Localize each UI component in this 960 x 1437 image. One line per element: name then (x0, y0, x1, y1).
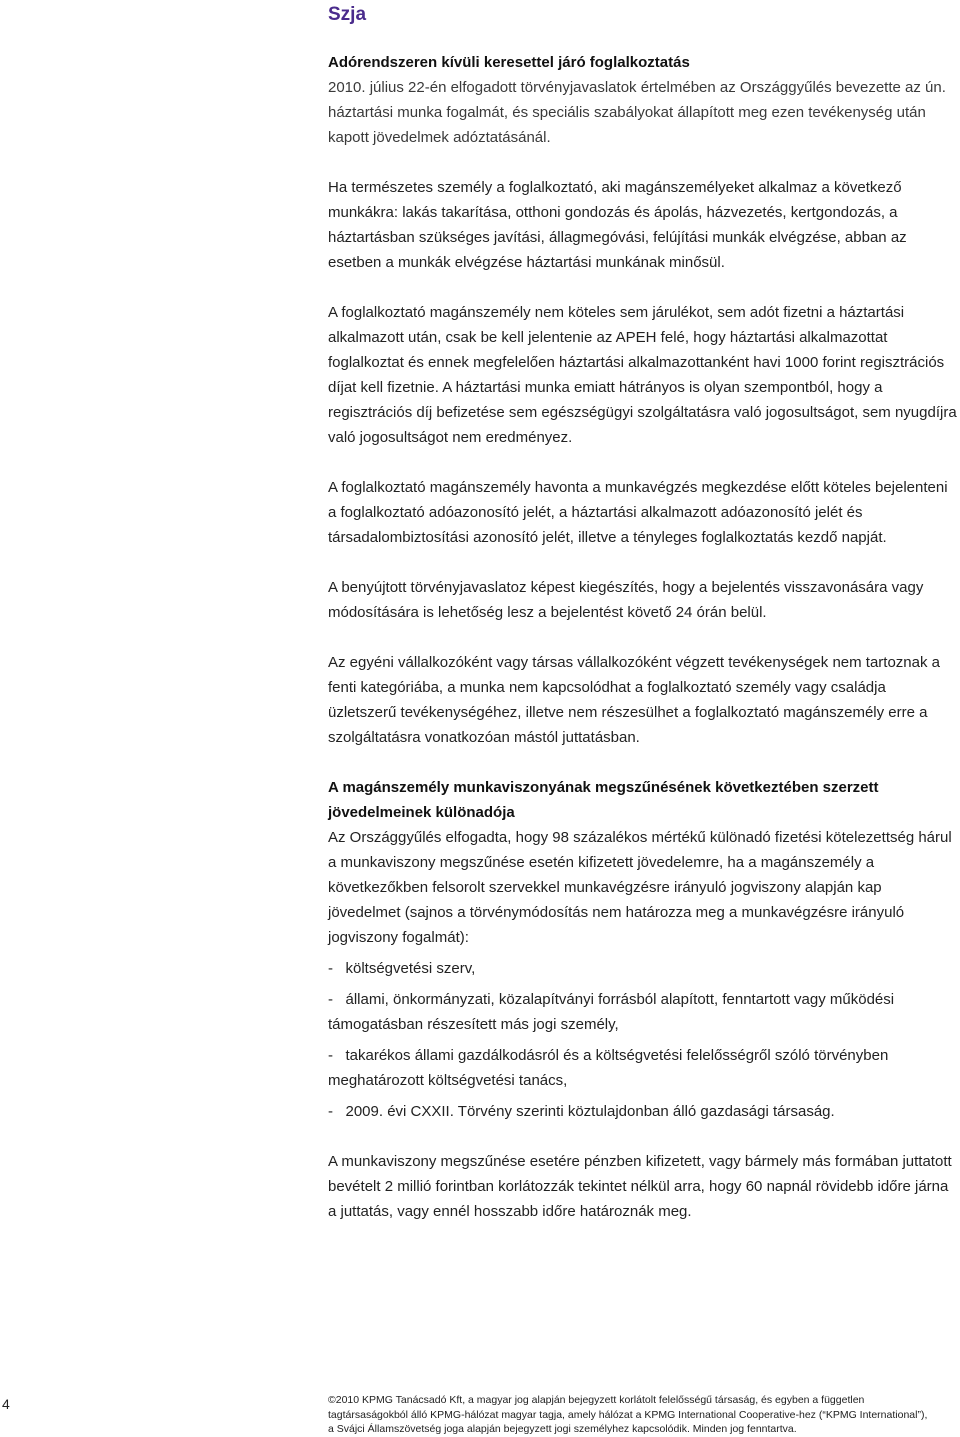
paragraph: A munkaviszony megszűnése esetére pénzben kifizetett, vagy bármely más formában juttatott bevételt 2 millió forintban korlátozzák tekintet nélkül arra, hogy 60 napnál rövidebb időre járna a juttatás, vagy ennél hosszabb időre határoznák meg. (328, 1153, 952, 1220)
section-intro: 2010. július 22-én elfogadott törvényjavaslatok értelmében az Országgyűlés bevezette az ún. háztartási munka fogalmát, és speciális szabályokat állapított meg ezen tevékenység után kapott jövedelmek adóztatásánál. (328, 79, 946, 146)
footer-legal-text: ©2010 KPMG Tanácsadó Kft, a magyar jog alapján bejegyzett korlátolt felelősségű társaság, és egyben a független tagtársaságokból álló KPMG-hálózat magyar tagja, amely hálózat a KPMG International Cooperative-hez (“KPMG International”), a Svájci Államszövetség joga alapján bejegyzett jogi személyhez kapcsolódik. Minden jog fenntartva. (328, 1394, 928, 1435)
paragraph: Ha természetes személy a foglalkoztató, aki magánszemélyeket alkalmaz a következő munkákra: lakás takarítása, otthoni gondozás és ápolás, házvezetés, kertgondozás, a háztartásban szükséges javítási, állagmegóvási, felújítási munkák elvégzése, abban az esetben a munkák elvégzése háztartási munkának minősül. (328, 179, 907, 271)
section-intro: Az Országgyűlés elfogadta, hogy 98 százalékos mértékű különadó fizetési kötelezettség hárul a munkaviszony megszűnése esetén kifizetett jövedelemre, ha a magánszemély a következőkben felsorolt szervekkel munkavégzésre irányuló jogviszony alapján kap jövedelmet (sajnos a törvénymódosítás nem határozza meg a munkavégzésre irányuló jogviszony fogalmát): (328, 829, 952, 946)
paragraph: A foglalkoztató magánszemély havonta a munkavégzés megkezdése előtt köteles bejelenteni a foglalkoztató adóazonosító jelét, a háztartási alkalmazott adóazonosító jelét és társadalombiztosítási azonosító jelét, illetve a tényleges foglalkoztatás kezdő napját. (328, 479, 948, 546)
page-title: Szja (328, 4, 367, 25)
page-number: 4 (2, 1396, 10, 1412)
list-item: - 2009. évi CXXII. Törvény szerinti köztulajdonban álló gazdasági társaság. (328, 1103, 835, 1120)
list-item: - költségvetési szerv, (328, 960, 476, 977)
paragraph: Az egyéni vállalkozóként vagy társas vállalkozóként végzett tevékenységek nem tartoznak a fenti kategóriába, a munka nem kapcsolódhat a foglalkoztató személy vagy családja üzletszerű tevékenységéhez, illetve nem részesülhet a foglalkoztató magánszemély erre a szolgáltatásra vonatkozóan mástól juttatásban. (328, 654, 940, 746)
paragraph: A benyújtott törvényjavaslatoz képest kiegészítés, hogy a bejelentés visszavonására vagy módosítására is lehetőség lesz a bejelentést követő 24 órán belül. (328, 579, 924, 621)
list-item: - állami, önkormányzati, közalapítványi forrásból alapított, fenntartott vagy működési támogatásban részesített más jogi személy, (328, 991, 895, 1033)
list-item: - takarékos állami gazdálkodásról és a költségvetési felelősségről szóló törvényben meghatározott költségvetési tanács, (328, 1047, 889, 1089)
paragraph: A foglalkoztató magánszemély nem köteles sem járulékot, sem adót fizetni a háztartási alkalmazott után, csak be kell jelentenie az APEH felé, hogy háztartási alkalmazottat foglalkoztat és ennek megfelelően háztartási alkalmazottanként havi 1000 forint regisztrációs díjat kell fizetnie. A háztartási munka emiatt hátrányos is olyan szempontból, hogy a regisztrációs díj befizetése sem egészségügyi szolgáltatásra való jogosultságot, sem nyugdíjra való jogosultságot nem eredményez. (328, 304, 957, 446)
section-heading-special-tax: A magánszemély munkaviszonyának megszűnésének következtében szerzett jövedelmeinek különadója (328, 779, 879, 821)
article-body (328, 50, 958, 1224)
section-heading-household-work: Adórendszeren kívüli keresettel járó foglalkoztatás (328, 54, 690, 71)
